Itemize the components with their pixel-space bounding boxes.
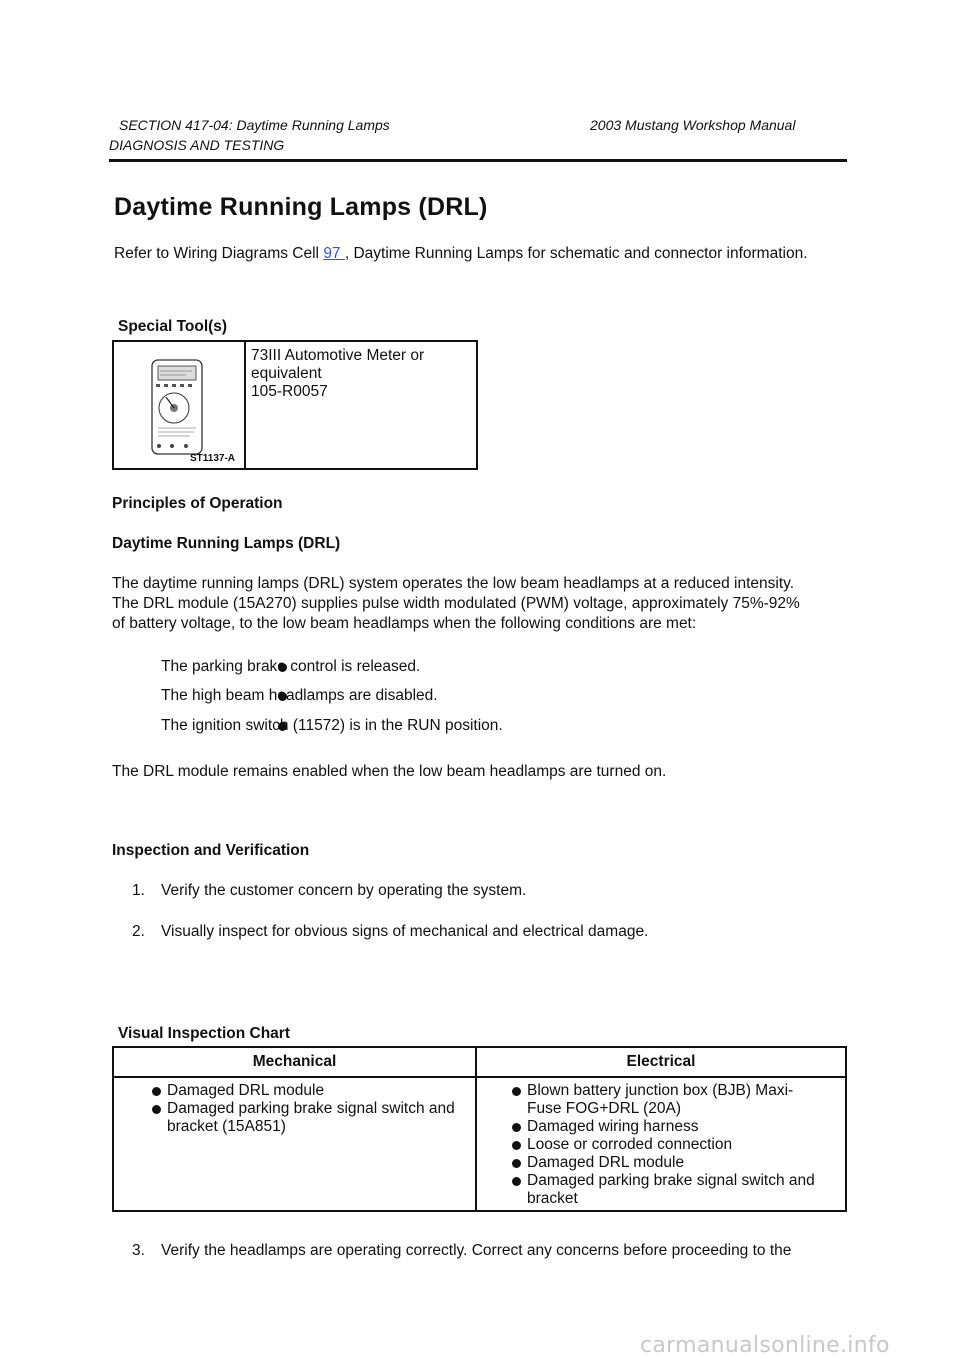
electrical-list [512,1082,842,1208]
intro-suffix: , Daytime Running Lamps for schematic and connector information. [344,245,808,262]
wiring-diagram-link[interactable]: 97 [323,245,345,262]
item-line: bracket (15A851) [167,1118,286,1135]
item-line: Damaged parking brake signal switch and [527,1172,815,1189]
step-number: 3. [132,1242,145,1259]
step-number: 1. [132,882,145,899]
watermark: carmanualsonline.info [640,1333,890,1358]
bullet-icon [512,1123,521,1132]
header-rule [109,159,847,162]
item-line: Blown battery junction box (BJB) Maxi- [527,1082,794,1099]
list-item [152,1082,470,1100]
paragraph-line: The DRL module (15A270) supplies pulse width modulated (PWM) voltage, approximately 75%-92% [112,595,800,612]
paragraph-line: The daytime running lamps (DRL) system operates the low beam headlamps at a reduced intensity. [112,575,795,592]
step-number: 2. [132,923,145,940]
bullet-icon [512,1087,521,1096]
item-line: bracket [527,1190,578,1207]
special-tools-table [112,340,478,470]
principles-paragraph [112,574,800,634]
item-line: Damaged parking brake signal switch and [167,1100,455,1117]
header-subsection: DIAGNOSIS AND TESTING [109,137,285,153]
page-title: Daytime Running Lamps (DRL) [114,193,488,221]
tool-line: 105-R0057 [251,383,328,400]
special-tools-heading: Special Tool(s) [118,318,228,335]
header-section: SECTION 417-04: Daytime Running Lamps [119,117,390,133]
step-text: Verify the customer concern by operating the system. [161,882,527,899]
bullet-icon [152,1105,161,1114]
mechanical-column-header: Mechanical [252,1053,337,1070]
bullet-icon [152,1087,161,1096]
tool-line: 73III Automotive Meter or [251,347,425,364]
drl-subheading: Daytime Running Lamps (DRL) [112,535,341,552]
list-item [152,1100,470,1136]
item-line: Damaged DRL module [167,1082,325,1099]
list-item [512,1118,842,1136]
tool-image-label: ST1137-A [190,453,236,464]
condition-text: The parking brake control is released. [161,658,421,675]
column-divider [475,1048,477,1210]
item-line: Damaged DRL module [527,1154,685,1171]
tool-description [251,347,424,401]
bullet-icon [512,1141,521,1150]
tool-line: equivalent [251,365,322,382]
principles-heading: Principles of Operation [112,495,283,512]
multimeter-illustration [114,342,242,468]
closing-paragraph: The DRL module remains enabled when the low beam headlamps are turned on. [112,763,667,780]
condition-text: The ignition switch (11572) is in the RUN position. [161,717,503,734]
mechanical-list [152,1082,470,1136]
intro-prefix: Refer to Wiring Diagrams Cell [114,245,324,262]
electrical-column-header: Electrical [626,1053,696,1070]
header-manual-title: 2003 Mustang Workshop Manual [590,117,796,133]
list-item [512,1136,842,1154]
tool-image-cell [114,342,246,468]
inspection-heading: Inspection and Verification [112,842,310,859]
item-line: Damaged wiring harness [527,1118,699,1135]
item-line: Loose or corroded connection [527,1136,733,1153]
item-line: Fuse FOG+DRL (20A) [527,1100,682,1117]
header-divider [114,1076,845,1078]
bullet-icon [512,1159,521,1168]
step-text: Verify the headlamps are operating correctly. Correct any concerns before proceeding to the [161,1242,792,1259]
step-text: Visually inspect for obvious signs of mechanical and electrical damage. [161,923,649,940]
list-item [512,1154,842,1172]
list-item [512,1082,842,1118]
condition-text: The high beam headlamps are disabled. [161,687,438,704]
paragraph-line: of battery voltage, to the low beam headlamps when the following conditions are met: [112,615,697,632]
visual-inspection-table [112,1046,847,1212]
bullet-icon [512,1177,521,1186]
intro-paragraph [114,244,808,264]
list-item [512,1172,842,1208]
visual-chart-heading: Visual Inspection Chart [118,1025,290,1042]
